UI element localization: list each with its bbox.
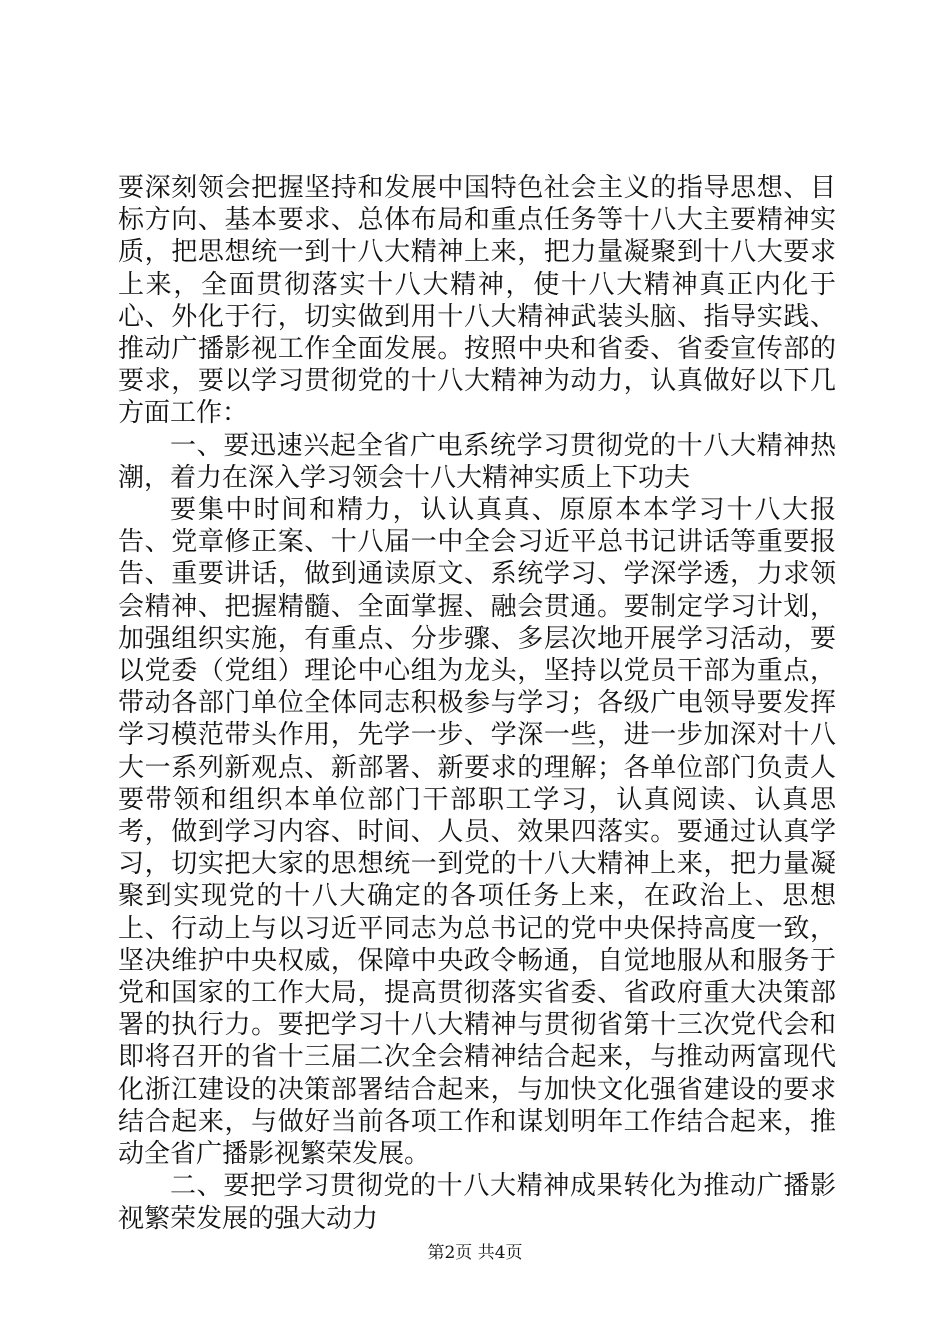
- paragraph-section-one-body: 要集中时间和精力，认认真真、原原本本学习十八大报告、党章修正案、十八届一中全会习近平总书记讲话等重要报告、重要讲话，做到通读原文、系统学习、学深学透，力求领会精神、把握精髓、全面掌握、融会贯通。要制定学习计划，加强组织实施，有重点、分步骤、多层次地开展学习活动，要以党委（党组）理论中心组为龙头，坚持以党员干部为重点，带动各部门单位全体同志积极参与学习；各级广电领导要发挥学习模范带头作用，先学一步、学深一些，进一步加深对十八大一系列新观点、新部署、新要求的理解；各单位部门负责人要带领和组织本单位部门干部职工学习，认真阅读、认真思考，做到学习内容、时间、人员、效果四落实。要通过认真学习，切实把大家的思想统一到党的十八大精神上来，把力量凝聚到实现党的十八大确定的各项任务上来，在政治上、思想上、行动上与以习近平同志为总书记的党中央保持高度一致，坚决维护中央权威，保障中央政令畅通，自觉地服从和服务于党和国家的工作大局，提高贯彻落实省委、省政府重大决策部署的执行力。要把学习十八大精神与贯彻省第十三次党代会和即将召开的省十三届二次全会精神结合起来，与推动两富现代化浙江建设的决策部署结合起来，与加快文化强省建设的要求结合起来，与做好当前各项工作和谋划明年工作结合起来，推动全省广播影视繁荣发展。: [118, 495, 836, 1170]
- heading-section-one: 一、要迅速兴起全省广电系统学习贯彻党的十八大精神热潮，着力在深入学习领会十八大精神实质上下功夫: [118, 430, 836, 493]
- paragraph-intro: 要深刻领会把握坚持和发展中国特色社会主义的指导思想、目标方向、基本要求、总体布局和重点任务等十八大主要精神实质，把思想统一到十八大精神上来，把力量凝聚到十八大要求上来，全面贯彻落实十八大精神，使十八大精神真正内化于心、外化于行，切实做到用十八大精神武装头脑、指导实践、推动广播影视工作全面发展。按照中央和省委、省委宣传部的要求，要以学习贯彻党的十八大精神为动力，认真做好以下几方面工作：: [118, 173, 836, 429]
- page-number-footer: 第2页 共4页: [427, 1243, 523, 1263]
- heading-section-two: 二、要把学习贯彻党的十八大精神成果转化为推动广播影视繁荣发展的强大动力: [118, 1171, 836, 1234]
- document-body: [118, 172, 836, 1235]
